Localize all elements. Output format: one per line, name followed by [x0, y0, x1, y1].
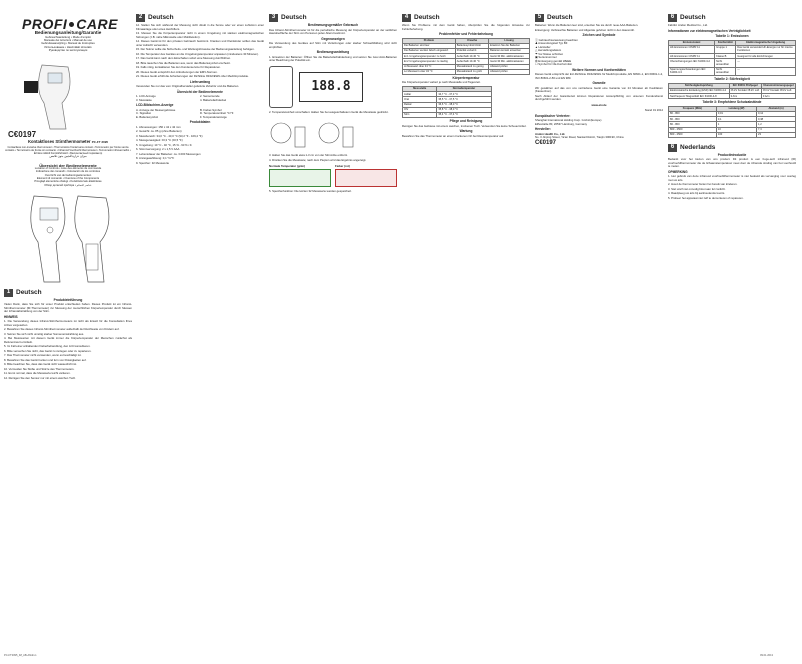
cover-lang-list: [4, 36, 132, 53]
column-header: Frequenz (MHz): [669, 106, 717, 111]
info-icon: ⓘ: [535, 37, 539, 42]
table-cell: Elektrostatische Entladung (ESD) IEC 61000-4-2: [669, 88, 730, 93]
ce-mark: C€0197: [8, 129, 37, 139]
spec-item: 7. Lebensdauer der Batterien: ca. 3.000 Messungen: [136, 151, 201, 156]
section-4-column: [402, 14, 530, 646]
paragraph: 17. Das Gerät kann nach dem Einschalten sofort eine Messung durchführen.: [136, 56, 231, 60]
delivery-text: Verwenden Sie nur das vom Originalhersteller gelieferte Zubehör und die Batterien.: [136, 84, 240, 88]
section-5-column: [535, 14, 663, 646]
result-high: [335, 165, 397, 187]
care-text: Reinigen Sie das Gehäuse mit einem weichen, trockenen Tuch. Verwenden Sie keine Scheuermittel.: [402, 123, 527, 128]
column-header: Störfestigkeitsprüfung: [669, 83, 730, 88]
section-number: 6: [668, 14, 677, 22]
table-cell: Nicht anwendbar: [715, 67, 736, 75]
brand-right: CARE: [76, 15, 118, 32]
eu-rep-address: Eiffestraße 80, 20537 Hamburg, Germany: [535, 121, 588, 126]
manufacturer-address: No. 3 Jinping Street, Ya'an Road, Nankai District, Tianjin 300190, China: [535, 135, 624, 139]
cover-lang: Gebruiksaanwijzing • Manual de Instruções: [41, 41, 95, 46]
trouble-intro: Wenn Sie Probleme mit dem Gerät haben, überprüfen Sie die folgenden Hinweise zur Fehlerbehebung.: [402, 23, 530, 31]
table-cell: 100: [716, 132, 756, 137]
cover-lang: Manuale dei istruzioni • Manual de uso: [44, 37, 92, 42]
symbol-label: Vor Nässe schützen: [538, 51, 564, 56]
table-cell: 0,1: [716, 117, 756, 122]
table-cell: Spannungsschwankungen IEC 61000-3-3: [669, 67, 715, 75]
spec-item: 8. Anzeigeauflösung: 0,1 °C/°F: [136, 156, 175, 160]
body-temp-text: Die Körpertemperatur variiert je nach Messstelle und Tageszeit.: [402, 80, 481, 85]
table-cell: Gerät 30 Min. akklimatisieren: [489, 54, 530, 59]
hint-item: 6. Bitte versuchen Sie nicht, das Gerät zu zerlegen oder zu reparieren.: [4, 348, 92, 353]
controls-illustration: [4, 190, 132, 286]
contra-text: Die Verwendung des Gerätes auf Stirn mit Verletzungen oder starker Schweißbildung wird nicht empfohlen.: [269, 41, 397, 49]
product-ar-text: ميزان حرارة للجبين بدون تلامس: [49, 154, 87, 159]
table-cell: 0,12: [757, 111, 796, 116]
lcd-item: A. Anzeige der Messergebnisse: [136, 107, 176, 112]
overview-lang: Indicazione dei comandi • Colocación de los controles: [35, 170, 101, 174]
column-header: Messstelle: [403, 86, 437, 91]
section-title: Deutsch: [148, 14, 174, 22]
delivery-title: Lieferumfang: [189, 79, 211, 84]
spec-item: 6. Stromversorgung: 2 x 1,5 V AAA: [136, 147, 180, 151]
hint-item: 5. Im Fall einer anhaltenden Fieberbehandlung, den Arzt konsultieren.: [4, 344, 91, 349]
table-cell: Nicht anwendbar: [715, 59, 736, 67]
hint-item: 4. Bei Messwerten mit diesem Gerät immer die Körpertemperatur der Menschen zunächst als Referenzwert ermitteln.: [4, 336, 132, 344]
intro-text: Vielen Dank, dass Sie sich für unser Produkt entschieden haben. Dieses Produkt ist ein Infrarot-Stirnthermometer (IR-Thermometer) zur Messung der menschlichen Körpertemperatur durch Messen der Infrarotabstrahlung von der Stirn.: [4, 302, 132, 314]
warranty-title: Garantie: [592, 81, 606, 85]
s2-header: [136, 14, 264, 22]
table-cell: 35,8 °C - 38,0 °C: [437, 107, 491, 112]
overview-lang: Location of Controls • Liste des éléments de commande: [34, 167, 102, 171]
ce-mark: C€0197: [535, 139, 557, 146]
cover-lang: Руководство по эксплуатации: [48, 48, 88, 53]
symbol-label: Anwendungsteil Typ BF: [538, 41, 568, 45]
section-title: Deutsch: [414, 14, 440, 22]
section-title: Deutsch: [281, 14, 307, 22]
hint-item: 2. Houd de thermometer buiten het bereik van kinderen.: [668, 182, 738, 187]
column-header: Normaltemperatur: [437, 86, 491, 91]
warranty-text: Wir gewähren auf das von uns vertriebene Gerät eine Garantie von 24 Monaten ab Kaufdatum (Kassenbon).: [535, 85, 663, 93]
overview-item: 2. Sensorsonde: [200, 94, 220, 98]
spec-item: 9. Speicher: 32 Messwerte: [136, 160, 170, 165]
hint-item: 4. Raadpleeg uw arts bij aanhoudende koorts.: [668, 191, 726, 196]
table-cell: Ersetzen Sie die Batterien: [489, 43, 530, 48]
overview-lang: Overzicht van de bedieningselementen: [44, 173, 92, 177]
footer-right: 09.01.2013: [760, 654, 773, 657]
table-row: [669, 59, 796, 67]
s3-header: [269, 14, 397, 22]
trouble-title: Problemfehler und Fehlerbehebung: [439, 32, 493, 36]
hint-title: HINWEIS: [4, 314, 18, 319]
lcd-title: LCD-Bildschirm-Anzeige: [136, 103, 174, 107]
emission-table: [668, 40, 796, 77]
spec-title: Produktdaten: [189, 120, 211, 124]
s5-header: [535, 14, 663, 22]
hint-item: 7. Das Thermometer nicht verwenden, wenn es beschädigt ist.: [4, 353, 82, 358]
table-cell: Ohr: [403, 107, 437, 112]
maintenance-title: Wartung: [459, 129, 473, 134]
paragraph: 20. Dieses Gerät entspricht den Anforderungen der EMV-Normen.: [136, 69, 218, 74]
weee-bin-icon: ♻: [535, 58, 539, 63]
table-cell: Netzfrequenz Magnetfeld IEC 61000-4-8: [669, 94, 730, 99]
table-cell: Geeignet für alle Einrichtungen: [736, 54, 796, 59]
op-step: 2. Temperatureinheit umschalten: Halten Sie bei ausgeschaltetem Gerät die Messtaste gedrückt.: [269, 109, 389, 114]
column-header: Abstand (m): [757, 106, 796, 111]
emc-title: Informationen zur elektromagnetischen Verträglichkeit: [668, 28, 751, 33]
table-cell: Batteriesymbol blinkt: [455, 43, 488, 48]
website[interactable]: www.etv.de: [591, 102, 607, 107]
table-cell: Er.2 Umgebungstemperatur zu niedrig: [403, 59, 456, 64]
symbol-label: Hersteller: [538, 44, 551, 49]
paragraph: 16. Die Temperatur des Gerätes an die Umgebungstemperatur anpassen (mindestens 30 Minuten).: [136, 51, 259, 56]
hint-item: 3. Stel uzelf niet onnodig bloot aan fel zonlicht.: [668, 186, 726, 191]
table-cell: 800 - 2500: [669, 132, 717, 137]
table-cell: Oral: [403, 97, 437, 102]
device-back-illustration: [269, 66, 293, 108]
lcd-display-illustration: [269, 66, 397, 108]
hint-item: 11. Es ist normal, dass die Messwerte leicht variieren.: [4, 371, 71, 376]
paragraph: 13. Messen Sie die Körpertemperatur nicht in einem Umgebung mit starken elektromagnetischen Störungen (z.B. nahe Mikrowelle oder Mobiltelefon).: [136, 31, 264, 39]
paragraph: 15. Der Nutzer sollte die Sicherheits- und Wartungshinweise der Bedienungsanleitung befolgen.: [136, 47, 255, 51]
hint-item: 10. Vermeiden Sie Stöße und Stürze des Thermometers.: [4, 366, 75, 371]
symbol-label: Gebrauchsanweisung beachten: [538, 37, 578, 42]
overview-title: Übersicht der Bedienelemente: [39, 162, 97, 168]
contra-title: Gegenanzeigen: [321, 36, 345, 41]
distance-table: [668, 106, 796, 138]
section-3-column: [269, 14, 397, 646]
symbol-label: Symbol für CE-Konformität: [538, 62, 572, 66]
paragraph: Entsorgung: Verbrauchte Batterien und Altgeräte gehören nicht in den Hausmüll.: [535, 27, 635, 32]
table-cell: 800 - 2500: [669, 127, 717, 132]
spec-item: 3. Messbereich: 34,0 °C - 43,0 °C (93,2 °F - 109,4 °F): [136, 133, 203, 138]
column-header: Übereinstimmungspegel: [763, 84, 794, 88]
footer-left: PC-FT3095_IM_AB-ANdrun: [4, 654, 37, 657]
overview-title: Übersicht der Bedienelemente: [177, 89, 223, 94]
table-cell: 7,3: [757, 127, 796, 132]
symbol-label: Herstellungsdatum: [537, 48, 562, 52]
table-cell: Stirn: [403, 112, 437, 117]
spec-item: 5. Umgebung: 10 °C - 40 °C, 15 % - 93 % r.F.: [136, 142, 193, 147]
section-number: 5: [535, 14, 544, 22]
section-2-column: [136, 14, 264, 646]
lcd-digits: 188.8: [311, 78, 351, 94]
product-model: PC-FT 3095: [91, 140, 109, 145]
serial-icon: ▣: [535, 55, 539, 59]
result-illustration: [269, 165, 397, 187]
spec-item: 4. Messgenauigkeit: ±0,3 °C (±0,5 °F): [136, 138, 183, 142]
table-cell: 3 A/m: [729, 94, 761, 99]
column-header: Lösung: [489, 38, 530, 43]
symbol-label: Entsorgung gemäß WEEE: [538, 58, 572, 63]
table-row: [403, 112, 492, 117]
paragraph: 21. Dieses Gerät erfüllt die Anforderungen der Richtlinie 93/42/EWG über Medizinprodukte.: [136, 74, 249, 78]
manufacturer-line: Fabrikt: Andon Medical Co., Ltd.: [668, 23, 708, 27]
table-cell: ±6 kV Kontakt ±8 kV Luft: [761, 88, 795, 93]
s4-header: [402, 14, 530, 22]
table-cell: 0,01: [716, 111, 756, 116]
symbol-label: Seriennummer: [538, 55, 557, 59]
overview-lang: Обзор деталей прибора • عناصر التحكم: [44, 183, 92, 187]
hint-item: 8. Bewahren Sie das Gerät trocken und fern von Flüssigkeiten auf.: [4, 357, 87, 362]
symbol-item: [535, 63, 663, 67]
table-cell: 35,5 °C - 37,5 °C: [437, 97, 491, 102]
table-cell: Axillar: [403, 92, 437, 97]
column-header: Leistung (W): [716, 106, 756, 111]
table-cell: Er.1 Umgebungstemperatur zu hoch: [403, 54, 456, 59]
column-header: Elektromagnetische Umgebung: [736, 40, 796, 45]
red-screen: [335, 169, 397, 187]
table-cell: HF-Emissionen CISPR 11: [669, 54, 715, 59]
section-title: Deutsch: [547, 14, 573, 22]
table-cell: 80 - 800: [669, 122, 717, 127]
table-cell: 80 - 800: [669, 117, 717, 122]
table2-title: Tabelle 2: Störfestigkeit: [714, 77, 750, 82]
table-row: [669, 67, 796, 75]
conformity-title: Weitere Normen und Konformitäten: [572, 67, 626, 72]
result-ok: [269, 165, 331, 187]
paragraph: 12. Stellen Sie sich während der Messung nicht direkt in die Sonne oder vor einen Luftstrom einer Klimaanlage oder eines Heizlüfters.: [136, 23, 264, 31]
table-cell: Gerät 30 Min. akklimatisieren: [489, 59, 530, 64]
overview-lang: Elementi di comando • Overview of the Components: [36, 177, 100, 181]
brand-left: PROFI: [22, 15, 68, 32]
hint-item: 3. Setzen Sie sich nicht unnötig starker Sonneneinstrahlung aus.: [4, 331, 85, 336]
section-number: 6: [668, 144, 677, 152]
table-cell: Das Gerät verwendet HF-Energie nur für interne Funktionen: [736, 45, 796, 53]
hint-item: 1. Het gebruik van deze infrarood voorhoofdthermometer is niet bedoeld als vervanging voor overleg met uw arts.: [668, 174, 796, 182]
paragraph: 14. Dieses Gerät ist für den privaten Gebrauch bestimmt. Kranken und Kleinkinder sollten das Gerät unter Aufsicht verwenden.: [136, 39, 264, 47]
table-cell: Hi Messwert über 43 °C: [403, 64, 456, 69]
table-cell: Außerhalb 10-40 °C: [455, 59, 488, 64]
section-title: Nederlands: [680, 144, 716, 152]
date-icon: △: [535, 48, 538, 52]
s1-header: [4, 289, 132, 297]
product-lang-text: Contactless non-invasive thermometer • Thermomètre frontal sans contact • Termometro per fronte senza contatto • Termómetro de frente sin contacto • Infrarood Voorhoofd thermometer • Termometro infravermelho • Érintés nélküli homlokhőmérő • Бесконтактный термометр: [5, 145, 131, 155]
table-cell: 35,4 °C - 37,4 °C: [437, 112, 491, 117]
column-header: Problem: [403, 38, 456, 43]
section-number: 3: [269, 14, 278, 22]
table-cell: 36,6 °C - 38,0 °C: [437, 102, 491, 107]
table-cell: 34,7 °C - 37,3 °C: [437, 92, 491, 97]
measure-illustration: [269, 117, 397, 151]
section-number: 1: [4, 289, 13, 297]
section-title: Deutsch: [680, 14, 706, 22]
overview-item: 3. Messtaste: [136, 97, 152, 102]
cover-title: Bedienungsanleitung/Garantie: [34, 30, 102, 35]
trouble-table: [402, 38, 530, 75]
table-row: [403, 69, 530, 74]
lcd-item: E. Batteriesymbol: [136, 114, 158, 119]
column-header: Emissionstest: [669, 40, 715, 45]
symbol-list: [535, 39, 663, 67]
nl-intro-text: Bedankt voor het kiezen van ons product. Dit product is een hoge-tech infrarood (IR) voorhoofdthermometer die de lichaamstemperatuur meet door de infrarode straling van het voorhoofd te meten.: [668, 157, 796, 169]
hint-item: 5. Probeer het apparaat niet zelf te demonteren of repareren.: [668, 195, 744, 200]
column-header: Konformität: [715, 40, 736, 45]
overview-list: [136, 95, 264, 102]
table-cell: 1: [716, 122, 756, 127]
s6-header: [668, 14, 796, 22]
table-cell: Messabstand zu gering: [455, 64, 488, 69]
symbols-title: Zeichen und Symbole: [582, 33, 616, 37]
hint-item: 1. Die Verwendung dieses Infrarot-Stirnthermometers ist nicht als Ersatz für die Konsultation Ihres Arztes vorgesehen.: [4, 319, 132, 327]
overview-lang-list: [4, 167, 132, 187]
maintenance-text: Bewahren Sie das Thermometer an einem trockenen Ort bei Raumtemperatur auf.: [402, 133, 504, 138]
table-cell: Lo Messwert unter 34 °C: [403, 69, 456, 74]
lcd-item: F. Temperaturanzeige: [200, 114, 227, 119]
section-number: 2: [136, 14, 145, 22]
table-cell: 3 A/m: [761, 94, 795, 99]
lcd-item: D. Temperatureinheit °C/°F: [200, 111, 234, 115]
result-ok-title: Normale Temperatur (grün): [269, 164, 306, 168]
table1-title: Tabelle 1: Emissionen: [715, 34, 749, 38]
table-cell: 10: [716, 127, 756, 132]
table-cell: Messabstand zu groß: [455, 69, 488, 74]
temp-table: [402, 86, 492, 118]
table-cell: 23: [757, 132, 796, 137]
op-step: 1. Einsetzen der Batterien: Öffnen Sie die Batteriefachabdeckung und setzen Sie zwei AAA-Batterien unter Beachtung der Polarität ein.: [269, 54, 397, 62]
column-header: IEC 60601 Prüfpegel: [729, 83, 761, 88]
table-cell: Klasse B: [715, 54, 736, 59]
product-title: Kontaktloses Stirnthermometer: [27, 139, 91, 145]
after-warranty-text: Nach Ablauf der Garantiezeit können Reparaturen kostenpflichtig von unserem Kundendienst durchgeführt werden.: [535, 93, 663, 101]
paragraph: Batterien: Wenn die Batterien leer sind, ersetzen Sie sie durch neue AAA-Batterien.: [535, 23, 639, 27]
overview-item: 4. Batteriefachdeckel: [200, 97, 227, 102]
nl-header: [668, 144, 796, 152]
operation-title: Bedienungsanleitung: [316, 50, 350, 54]
manufacturer-name: Andon Health Co., Ltd.: [535, 131, 566, 136]
care-title: Pflege und Reinigung: [449, 119, 483, 124]
intro-title: Produkteinführung: [53, 297, 83, 302]
table3-title: Tabelle 3: Empfohlene Schutzabstände: [702, 100, 762, 105]
table-cell: Außerhalb 10-40 °C: [455, 54, 488, 59]
table-cell: Polarität verkehrt: [455, 48, 488, 53]
table-cell: 80 - 800: [669, 111, 717, 116]
nl-intro-title: Productintroductie: [717, 152, 747, 157]
table-cell: —: [736, 59, 796, 67]
section-6-column: [668, 14, 796, 646]
table-cell: HF-Emissionen CISPR 11: [669, 45, 715, 53]
table-cell: Abstand prüfen: [489, 69, 530, 74]
table-cell: ±6 kV Kontakt ±8 kV Luft: [729, 88, 761, 93]
op-step: 3. Halten Sie das Gerät etwa 1-3 cm von der Stirnmitte entfernt.: [269, 153, 348, 157]
cover-lang: Gebrauchsanleitung • Mode d'emploi: [45, 34, 91, 39]
table-cell: Batterien korrekt einsetzen: [489, 48, 530, 53]
hint-item: 12. Reinigen Sie den Sensor nur mit einem weichen Tuch.: [4, 375, 76, 380]
table-row: [669, 94, 796, 99]
brand-logo: [22, 15, 132, 32]
thermometer-illustration: [4, 59, 132, 131]
hint-item: 9. Bitte beachten Sie, dass das Gerät nicht wasserdicht ist.: [4, 362, 77, 367]
cover-column: [4, 14, 132, 646]
lcd-item: B. Fieber-Symbol: [200, 107, 222, 112]
section-title: Deutsch: [16, 289, 42, 297]
spec-item: 1. Abmessungen: 150 x 42 x 42 mm: [136, 124, 181, 129]
table-cell: Gruppe 1: [715, 45, 736, 53]
table-cell: —: [736, 67, 796, 75]
overview-item: 1. LCD-Anzeige: [136, 94, 156, 98]
green-screen: [269, 169, 331, 187]
product-name: [4, 140, 132, 145]
use-text: Das Infrarot-Stirnthermometer ist für die periodische Messung der Körpertemperatur an der seitlichen Hautoberfläche der Stirn von Personen jeden Alters bestimmt.: [269, 27, 397, 35]
eu-rep-title: Europäischer Vertreter:: [535, 113, 571, 118]
brand-dot-icon: [69, 22, 74, 27]
table-cell: Rektal: [403, 102, 437, 107]
table-cell: 1,2: [757, 122, 796, 127]
cover-lang: Использование • Használati útmutató: [44, 44, 92, 49]
paragraph: 18. Bitte tauschen Sie die Batterien aus, wenn das Batteriesymbol erscheint.: [136, 60, 231, 65]
umbrella-icon: ☂: [535, 51, 539, 56]
lcd-item: C. Signalton: [136, 111, 152, 115]
bf-part-icon: ♟: [535, 41, 539, 45]
table-row: [669, 45, 796, 53]
table-cell: Die Batterien sind leer: [403, 43, 456, 48]
eu-rep-name: Shanghai International Holding Corp. GmbH (Europe): [535, 118, 602, 122]
lcd-display: [299, 72, 363, 102]
revision-date: Stand 01 2012: [644, 108, 663, 112]
table-cell: Die Batterien wurden falsch eingesetzt: [403, 48, 456, 53]
op-step: 4. Drücken Sie die Messtaste; nach dem Piepton wird das Ergebnis angezeigt.: [269, 157, 367, 162]
table-cell: Oberschwingungen IEC 61000-3-2: [669, 59, 715, 67]
column-header: Ursache: [455, 38, 488, 43]
section-number: 4: [402, 14, 411, 22]
table-cell: Abstand prüfen: [489, 64, 530, 69]
lcd-list: [136, 109, 264, 120]
conformity-text: Dieses Gerät entspricht der EU-Richtlinie 93/42/EWG für Medizinprodukte, EN 60601-1, EN 60601-1-2, ISO 80601-2-56 und EN 980.: [535, 72, 663, 80]
paragraph: 19. Falls nötig, kontaktieren Sie den Kundenservice für Reparaturen.: [136, 65, 221, 69]
factory-icon: ▲: [535, 44, 539, 49]
immunity-table: [668, 83, 796, 100]
use-title: Bestimmungsgemäßer Gebrauch: [307, 23, 359, 27]
manufacturer-title: Hersteller:: [535, 127, 551, 131]
body-temp-title: Körpertemperatur: [452, 75, 480, 80]
spec-item: 2. Gewicht: ca. 85 g (ohne Batterien): [136, 129, 182, 133]
nl-hint-title: OPMERKING: [668, 169, 688, 174]
op-step: 5. Speicherfunktion: Die letzten 32 Messwerte werden gespeichert.: [269, 188, 352, 193]
table-cell: 0,38: [757, 117, 796, 122]
hint-item: 2. Bewahren Sie dieses Infrarot-Stirnthermometer außerhalb der Reichweite von Kindern auf.: [4, 327, 120, 332]
ce-icon: ☐: [535, 62, 539, 66]
result-high-title: Fieber (rot): [335, 164, 350, 168]
table-row: [669, 132, 796, 137]
overview-lang: Przegląd elementów obsługi • Kezelőszervek áttekintése: [34, 180, 102, 184]
